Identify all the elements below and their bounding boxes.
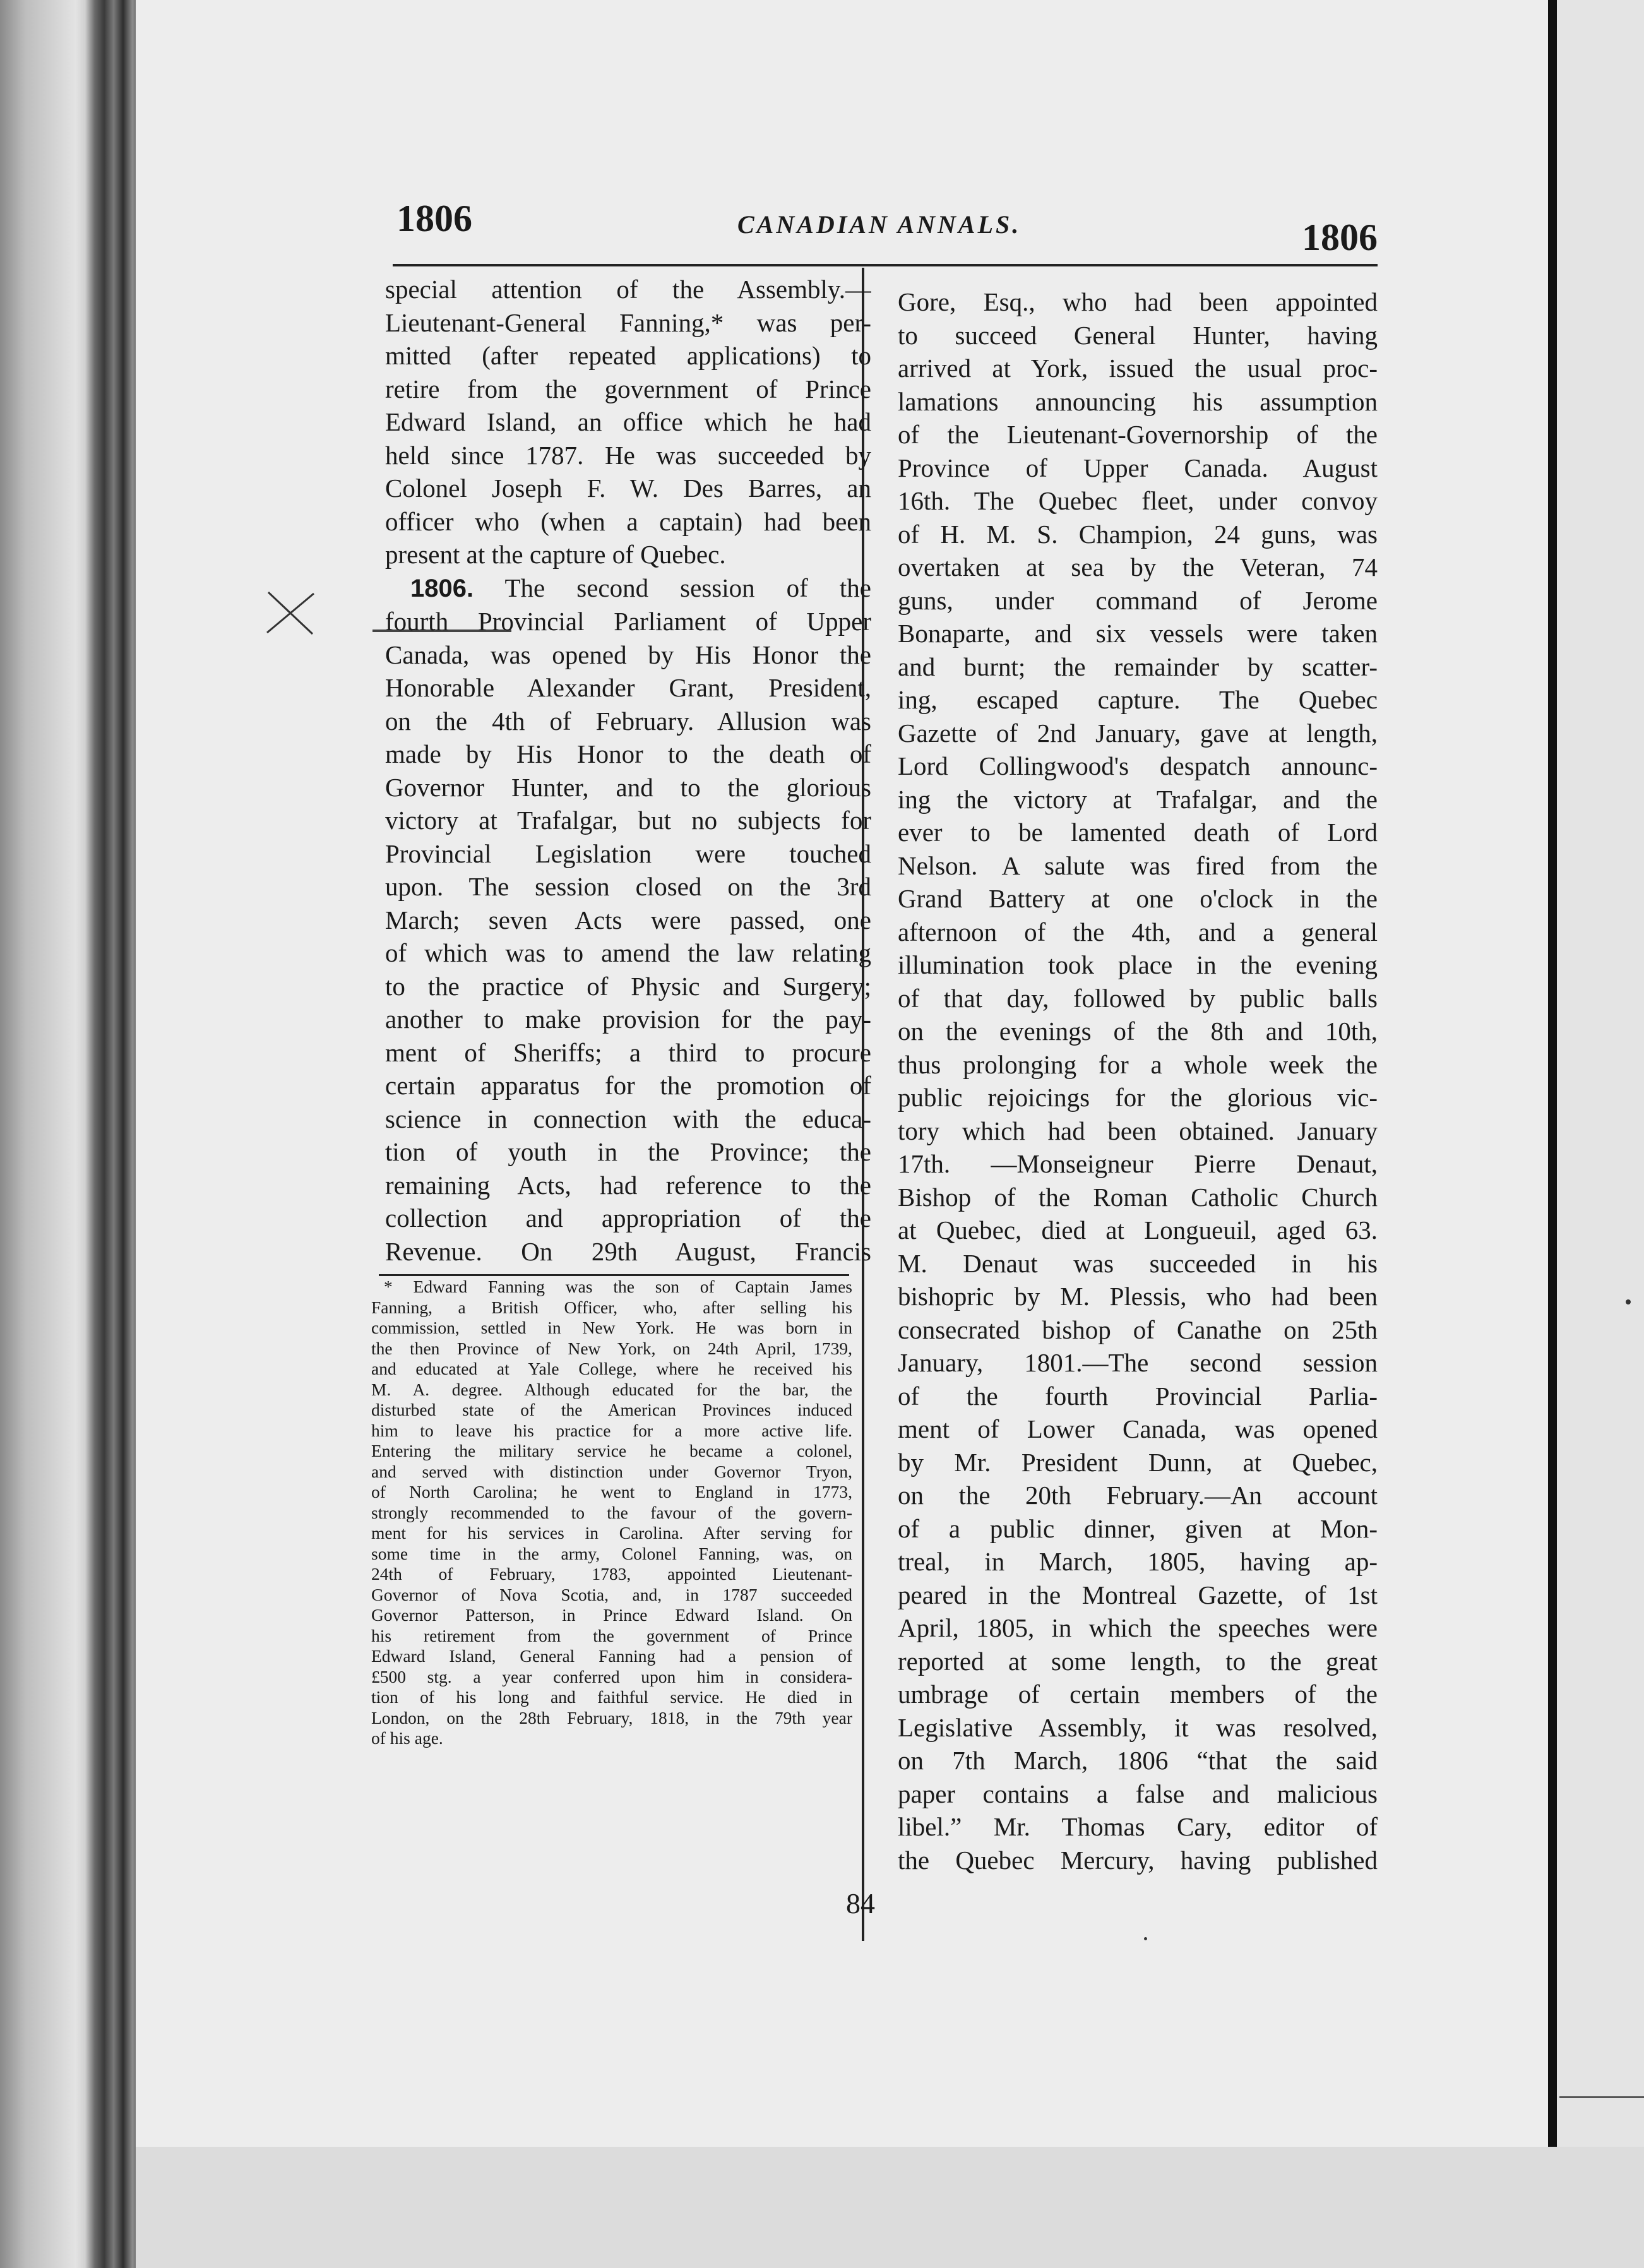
text-line: M. Denaut was succeeded in his <box>898 1248 1378 1278</box>
footnote-line: Fanning, a British Officer, who, after selling his <box>371 1297 852 1317</box>
text-line: at Quebec, died at Longueuil, aged 63. <box>898 1215 1378 1244</box>
footnote-line: commission, settled in New York. He was born in <box>371 1318 852 1337</box>
text-line: officer who (when a captain) had been <box>385 506 871 536</box>
footnote-line: strongly recommended to the favour of the govern- <box>371 1502 852 1522</box>
text-line: Governor Hunter, and to the glorious <box>385 772 871 802</box>
footnote-line: his retirement from the government of Prince <box>371 1625 852 1645</box>
header-year-left: 1806 <box>396 198 472 239</box>
text-line: umbrage of certain members of the <box>898 1680 1378 1709</box>
text-line: Gazette of 2nd January, gave at length, <box>898 718 1378 748</box>
footnote-line: London, on the 28th February, 1818, in the 79th year <box>371 1707 852 1728</box>
text-line: guns, under command of Jerome <box>898 585 1378 615</box>
text-line: fourth Provincial Parliament of Upper <box>385 607 871 636</box>
text-line: arrived at York, issued the usual proc- <box>898 354 1378 383</box>
text-line: Revenue. On 29th August, Francis <box>385 1236 871 1266</box>
text-line: lamations announcing his assumption <box>898 386 1378 416</box>
text-line: afternoon of the 4th, and a general <box>898 917 1378 946</box>
footnote-line: Edward Island, General Fanning had a pension of <box>371 1646 852 1666</box>
margin-x-mark-icon <box>262 587 319 638</box>
running-title: CANADIAN ANNALS. <box>737 210 1022 239</box>
text-line: science in connection with the educa- <box>385 1104 871 1133</box>
text-line: libel.” Mr. Thomas Cary, editor of <box>898 1812 1378 1841</box>
text-line: April, 1805, in which the speeches were <box>898 1613 1378 1642</box>
text-line: Grand Battery at one o'clock in the <box>898 884 1378 913</box>
text-line: Legislative Assembly, it was resolved, <box>898 1712 1378 1742</box>
text-line: to the practice of Physic and Surgery; <box>385 971 871 1001</box>
text-line: special attention of the Assembly.— <box>385 275 871 304</box>
text-line: the Quebec Mercury, having published <box>898 1845 1378 1875</box>
paper-speck <box>1626 1299 1631 1304</box>
text-line: tory which had been obtained. January <box>898 1116 1378 1145</box>
text-line: of the fourth Provincial Parlia- <box>898 1381 1378 1411</box>
text-line: of the Lieutenant-Governorship of the <box>898 420 1378 449</box>
text-line: to succeed General Hunter, having <box>898 320 1378 350</box>
footnote-line: 24th of February, 1783, appointed Lieutenant- <box>371 1564 852 1584</box>
text-line: Nelson. A salute was fired from the <box>898 850 1378 880</box>
entry-start-line <box>385 571 871 606</box>
text-line: held since 1787. He was succeeded by <box>385 440 871 470</box>
text-line: 17th. —Monseigneur Pierre Denaut, <box>898 1149 1378 1178</box>
footnote-line: Governor Patterson, in Prince Edward Island. On <box>371 1605 852 1625</box>
text-line: on the 20th February.—An account <box>898 1481 1378 1510</box>
footnote-line: Entering the military service he became a colonel, <box>371 1441 852 1460</box>
text-line: paper contains a false and malicious <box>898 1779 1378 1808</box>
text-line: of H. M. S. Champion, 24 guns, was <box>898 519 1378 549</box>
footnote-line: tion of his long and faithful service. He died in <box>371 1687 852 1707</box>
footnote-line: some time in the army, Colonel Fanning, was, on <box>371 1543 852 1563</box>
text-line: overtaken at sea by the Veteran, 74 <box>898 552 1378 582</box>
footnote-line: * Edward Fanning was the son of Captain James <box>384 1277 852 1296</box>
footnote-line: M. A. degree. Although educated for the bar, the <box>371 1379 852 1399</box>
text-line: ment of Sheriffs; a third to procure <box>385 1037 871 1067</box>
text-line: public rejoicings for the glorious vic- <box>898 1083 1378 1112</box>
text-line: tion of youth in the Province; the <box>385 1137 871 1166</box>
text-line: Honorable Alexander Grant, President, <box>385 673 871 702</box>
text-line: upon. The session closed on the 3rd <box>385 872 871 901</box>
text-line: Provincial Legislation were touched <box>385 839 871 868</box>
text-line: of a public dinner, given at Mon- <box>898 1513 1378 1543</box>
text-line: remaining Acts, had reference to the <box>385 1170 871 1200</box>
footnote <box>371 1277 852 1749</box>
text-line: thus prolonging for a whole week the <box>898 1049 1378 1079</box>
text-line: another to make provision for the pay- <box>385 1005 871 1034</box>
text-line: consecrated bishop of Canathe on 25th <box>898 1315 1378 1344</box>
text-line: and burnt; the remainder by scatter- <box>898 652 1378 681</box>
text-line: bishopric by M. Plessis, who had been <box>898 1282 1378 1311</box>
text-line: 16th. The Quebec fleet, under convoy <box>898 486 1378 515</box>
footnote-line: ment for his services in Carolina. After serving for <box>371 1523 852 1543</box>
text-line: ment of Lower Canada, was opened <box>898 1414 1378 1443</box>
text-line: present at the capture of Quebec. <box>385 540 726 569</box>
text-line: treal, in March, 1805, having ap- <box>898 1547 1378 1576</box>
text-line: by Mr. President Dunn, at Quebec, <box>898 1447 1378 1477</box>
footnote-rule <box>379 1274 849 1276</box>
page-corner-line <box>1559 2096 1644 2098</box>
page-bottom-margin <box>136 2147 1644 2268</box>
text-line: certain apparatus for the promotion of <box>385 1071 871 1100</box>
text-line: Canada, was opened by His Honor the <box>385 640 871 669</box>
gutter-edge <box>1548 0 1557 2147</box>
text-line: on 7th March, 1806 “that the said <box>898 1746 1378 1775</box>
header-year-right: 1806 <box>1302 217 1378 258</box>
header-rule <box>393 264 1378 266</box>
footnote-line: of North Carolina; he went to England in 1773, <box>371 1482 852 1501</box>
text-line: illumination took place in the evening <box>898 950 1378 979</box>
text-line: on the 4th of February. Allusion was <box>385 706 871 736</box>
year-marker: 1806. <box>410 574 474 602</box>
text-line: retire from the government of Prince <box>385 374 871 403</box>
text-line: ing the victory at Trafalgar, and the <box>898 784 1378 814</box>
footnote-line: disturbed state of the American Provinces induced <box>371 1400 852 1419</box>
text-line: ing, escaped capture. The Quebec <box>898 685 1378 714</box>
text-line: Edward Island, an office which he had <box>385 407 871 436</box>
text-line: on the evenings of the 8th and 10th, <box>898 1017 1378 1046</box>
text-line: Bonaparte, and six vessels were taken <box>898 619 1378 648</box>
text-line: Bishop of the Roman Catholic Church <box>898 1182 1378 1212</box>
text-line: peared in the Montreal Gazette, of 1st <box>898 1580 1378 1609</box>
text-line: March; seven Acts were passed, one <box>385 905 871 934</box>
footnote-line: of his age. <box>371 1728 443 1748</box>
text-line: mitted (after repeated applications) to <box>385 341 871 370</box>
text-line: Colonel Joseph F. W. Des Barres, an <box>385 474 871 503</box>
text-line: reported at some length, to the great <box>898 1646 1378 1676</box>
text-line: made by His Honor to the death of <box>385 739 871 768</box>
text-line: victory at Trafalgar, but no subjects for <box>385 806 871 835</box>
left-column <box>385 273 871 1268</box>
text-line: January, 1801.—The second session <box>898 1348 1378 1377</box>
text-line: Lieutenant-General Fanning,* was per- <box>385 307 871 337</box>
right-column <box>898 285 1378 1877</box>
text-line: of that day, followed by public balls <box>898 983 1378 1013</box>
next-page-edge <box>1557 0 1644 2147</box>
footnote-line: and educated at Yale College, where he received his <box>371 1359 852 1378</box>
footnote-line: £500 stg. a year conferred upon him in considera- <box>371 1666 852 1686</box>
text-line: Lord Collingwood's despatch announc- <box>898 751 1378 780</box>
footnote-line: Governor of Nova Scotia, and, in 1787 succeeded <box>371 1584 852 1604</box>
page-number: 84 <box>846 1887 875 1919</box>
text-line: Gore, Esq., who had been appointed <box>898 287 1378 316</box>
footnote-line: the then Province of New York, on 24th April, 1739, <box>371 1338 852 1358</box>
footnote-line: and served with distinction under Governor Tryon, <box>371 1461 852 1481</box>
paper-speck <box>1144 1937 1147 1940</box>
footnote-line: him to leave his practice for a more active life. <box>371 1420 852 1440</box>
text-line: ever to be lamented death of Lord <box>898 818 1378 847</box>
text-line: of which was to amend the law relating <box>385 938 871 967</box>
text-line: Province of Upper Canada. August <box>898 453 1378 482</box>
text-line: The second session of the <box>504 573 871 602</box>
text-line: collection and appropriation of the <box>385 1203 871 1232</box>
